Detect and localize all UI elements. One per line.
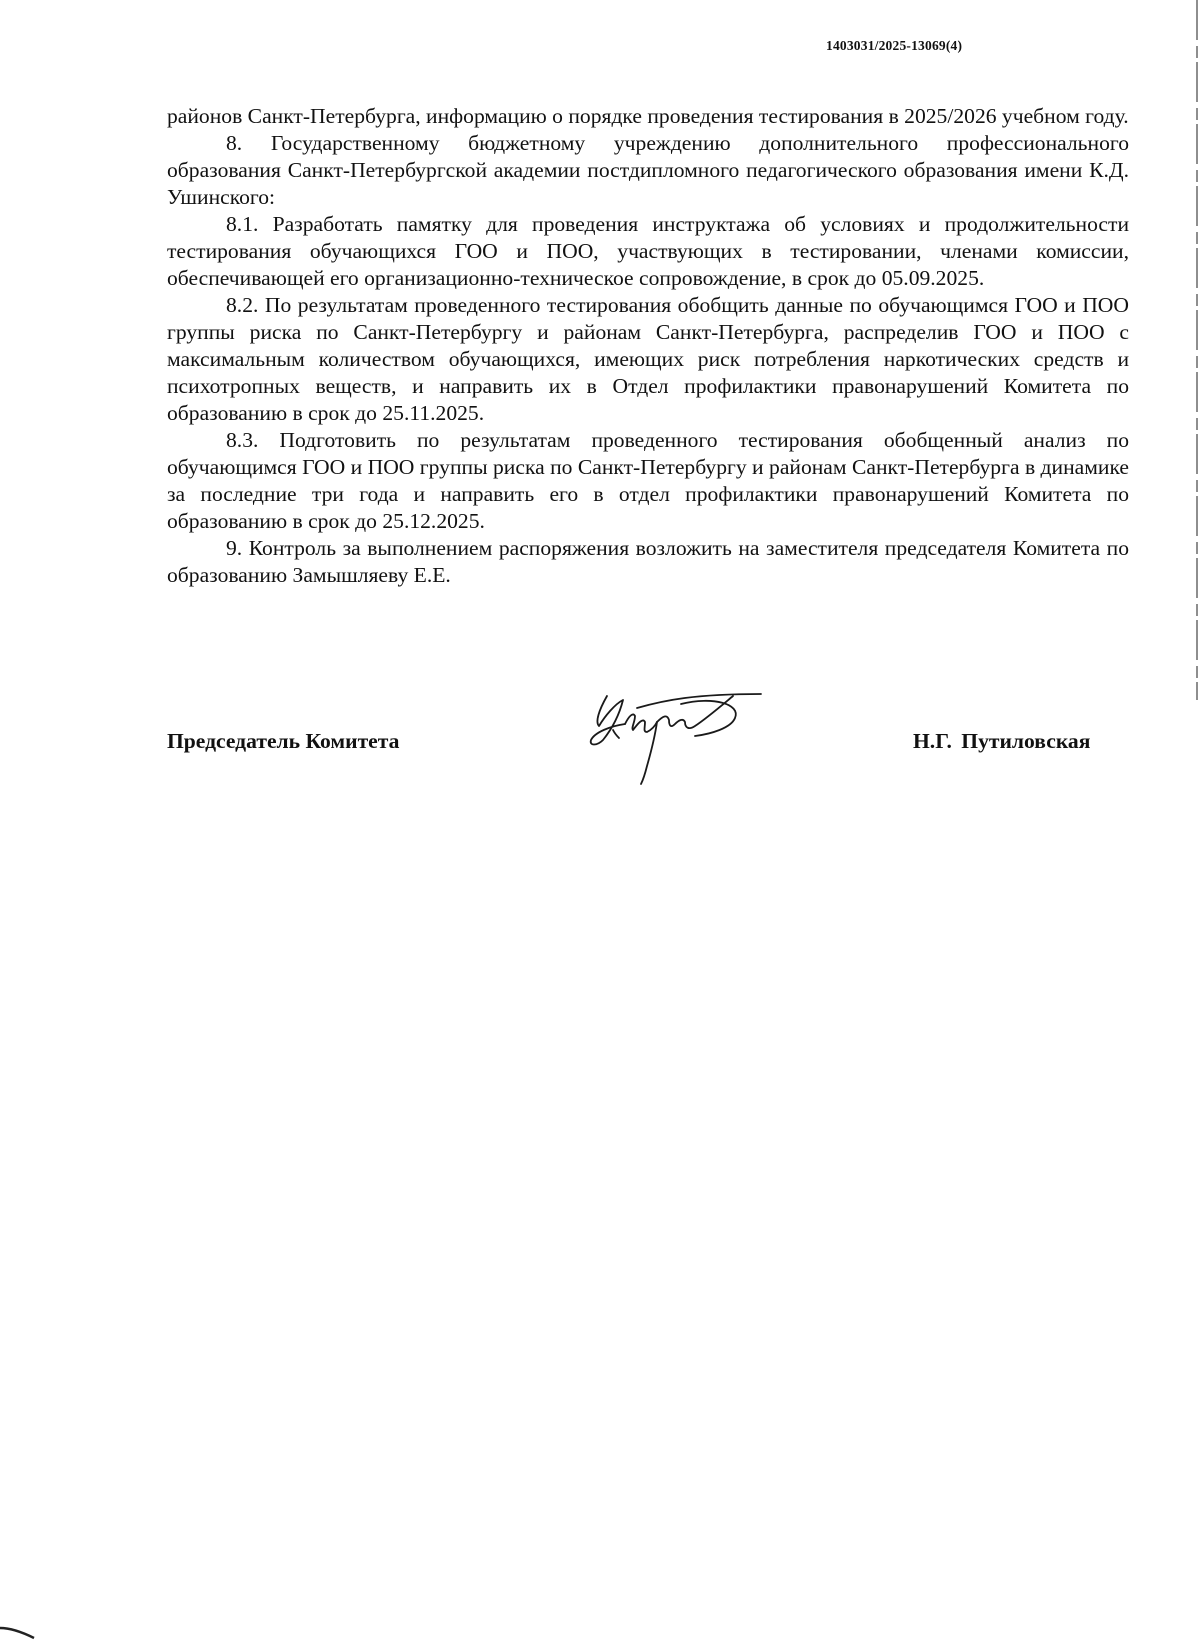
signatory-name: Н.Г. Путиловская: [913, 729, 1091, 753]
paragraph-item-8: 8. Государственному бюджетному учреждению дополнительного профессионального образования Санкт-Петербургской академии постдипломного педагогического образования имени К.Д. Ушинского:: [167, 131, 1129, 209]
scan-corner-mark: [0, 1622, 40, 1640]
paragraph-item-8-3: 8.3. Подготовить по результатам проведенного тестирования обобщенный анализ по обучающимся ГОО и ПОО группы риска по Санкт-Петербургу и районам Санкт-Петербурга в динамике за последние три года и направить его в отдел профилактики правонарушений Комитета по образованию в срок до 25.12.2025.: [167, 428, 1129, 533]
handwritten-signature: [585, 686, 765, 796]
paragraph-item-9: 9. Контроль за выполнением распоряжения возложить на заместителя председателя Комитета по образованию Замышляеву Е.Е.: [167, 536, 1129, 587]
paragraph-item-8-1: 8.1. Разработать памятку для проведения инструктажа об условиях и продолжительности тестирования обучающихся ГОО и ПОО, участвующих в тестировании, членами комиссии, обеспечивающей его организационно-техническое сопровождение, в срок до 05.09.2025.: [167, 212, 1129, 290]
scan-edge-line: [1194, 0, 1200, 1640]
signatory-title: Председатель Комитета: [167, 729, 400, 753]
paragraph-item-8-2: 8.2. По результатам проведенного тестирования обобщить данные по обучающимся ГОО и ПОО группы риска по Санкт-Петербургу и районам Санкт-Петербурга, распределив ГОО и ПОО с максимальным количеством обучающихся, имеющих риск потребления наркотических средств и психотропных веществ, и направить их в Отдел профилактики правонарушений Комитета по образованию в срок до 25.11.2025.: [167, 293, 1129, 425]
document-number: 1403031/2025-13069(4): [826, 38, 963, 53]
paragraph-continuation: районов Санкт-Петербурга, информацию о порядке проведения тестирования в 2025/2026 учебном году.: [167, 104, 1129, 128]
